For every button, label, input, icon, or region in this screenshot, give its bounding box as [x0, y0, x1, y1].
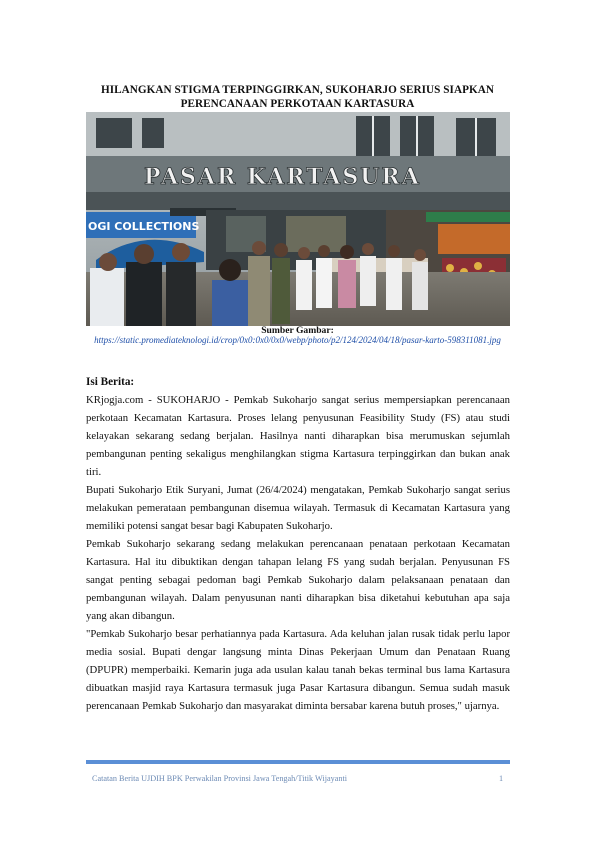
article-body [86, 391, 510, 715]
paragraph: KRjogja.com - SUKOHARJO - Pemkab Sukoharjo sangat serius mempersiapkan perencanaan perkotaan Kecamatan Kartasura. Proses lelang penyusunan Feasibility Study (FS) atau studi kelayakan sekarang sedang berjalan. Hasilnya nanti diharapkan bisa merumuskan sejumlah pembangunan penting sekaligus menghilangkan stigma Kartasura terpinggirkan dan bukan anak tiri. [86, 394, 510, 478]
section-heading: Isi Berita: [86, 376, 135, 388]
shop-banner-text: OGI COLLECTIONS [88, 220, 200, 233]
article-title: HILANGKAN STIGMA TERPINGGIRKAN, SUKOHARJO SERIUS SIAPKAN PERENCANAAN PERKOTAAN KARTASURA [101, 84, 494, 110]
news-photo [86, 112, 510, 326]
pasar-kartasura-sign: PASAR KARTASURA [144, 164, 421, 190]
image-source-link[interactable]: https://static.promediateknologi.id/crop/0x0:0x0/0x0/webp/photo/p2/124/2024/04/18/pasar-karto-598311081.jpg [94, 335, 501, 345]
image-source-label: Sumber Gambar: [261, 325, 334, 336]
footer-divider [86, 760, 510, 764]
paragraph: Pemkab Sukoharjo sekarang sedang melakukan perencanaan penataan perkotaan Kecamatan Kartasura. Hal itu dibuktikan dengan tahapan lelang FS yang sudah berjalan. Penyusunan FS sangat penting sebagai pedoman bagi Pemkab Sukoharjo dalam pelaksanaan penataan dan pembangunan wilayah. Dalam penyusunan nanti diharapkan bisa diketahui kebutuhan apa saja yang akan dibangun. [86, 538, 510, 622]
footer-text: Catatan Berita UJDIH BPK Perwakilan Provinsi Jawa Tengah/Titik Wijayanti [92, 774, 348, 783]
paragraph: "Pemkab Sukoharjo besar perhatiannya pada Kartasura. Ada keluhan jalan rusak tidak perlu lapor media sosial. Bupati dengar langsung minta Dinas Pekerjaan Umum dan Penataan Ruang (DPUPR) memperbaiki. Kemarin juga ada usulan kalau tanah bekas terminal bus lama Kartasura dibuatkan masjid raya Kartasura termasuk juga Pasar Kartasura dibangun. Semua sudah masuk perencanaan Pemkab Sukoharjo dan masyarakat diminta bersabar karena butuh proses," ujarnya. [86, 628, 510, 712]
page-number: 1 [499, 774, 504, 783]
paragraph: Bupati Sukoharjo Etik Suryani, Jumat (26/4/2024) mengatakan, Pemkab Sukoharjo sangat serius melakukan pemerataan pembangunan disemua wilayah. Termasuk di Kecamatan Kartasura yang memiliki potensi sangat besar bagi Kabupaten Sukoharjo. [86, 484, 510, 532]
